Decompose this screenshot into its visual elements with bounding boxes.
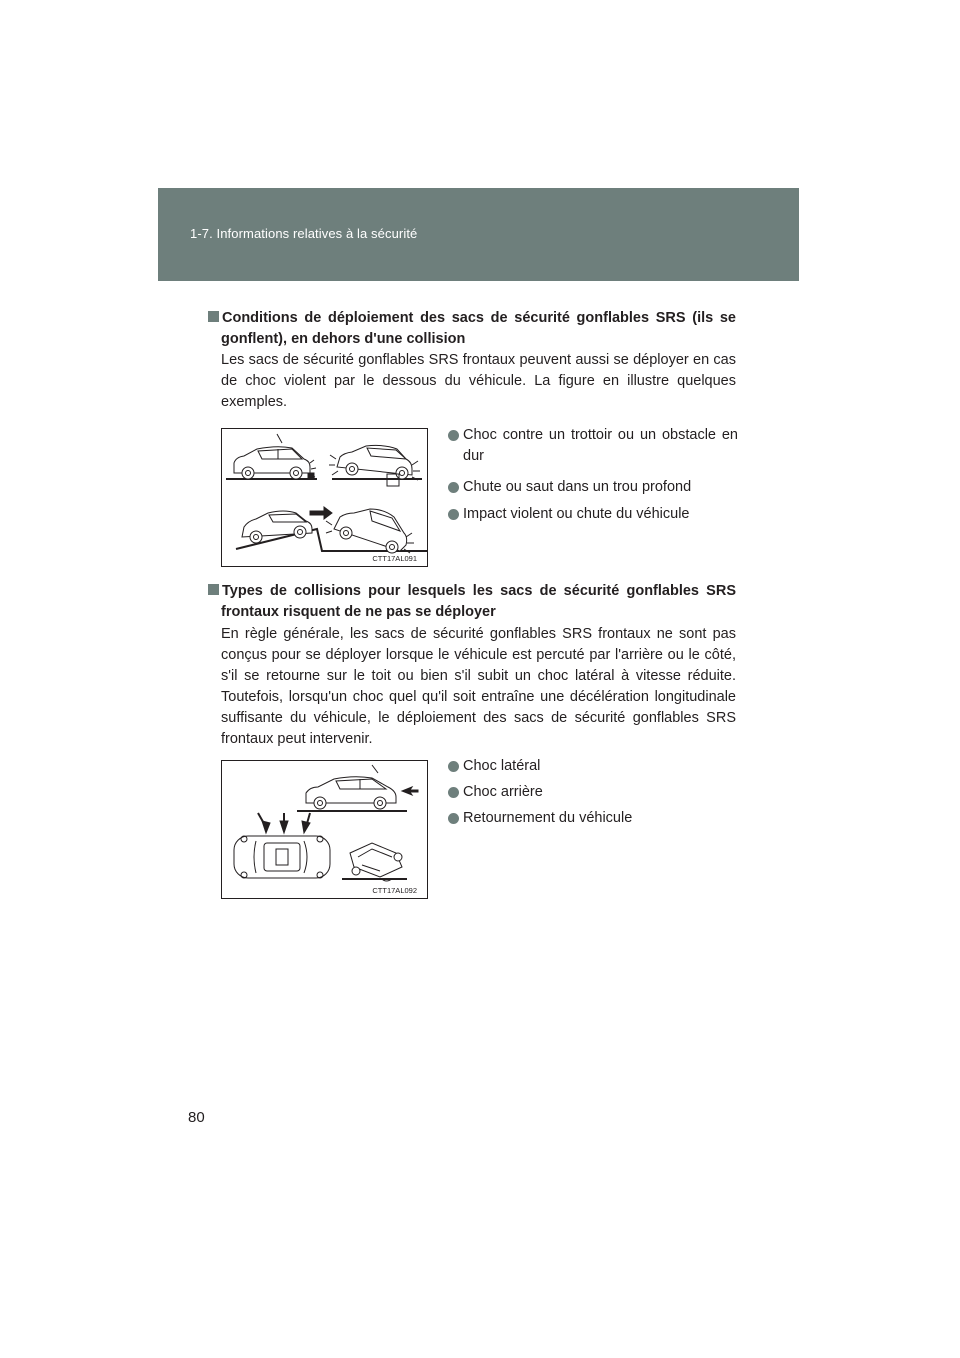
car-curb-icon bbox=[226, 434, 317, 479]
section-heading-deployment-conditions bbox=[208, 308, 736, 350]
car-lateral-impact-icon bbox=[234, 813, 330, 878]
section-title: 1-7. Informations relatives à la sécurité bbox=[190, 226, 418, 241]
car-rear-impact-icon bbox=[297, 765, 418, 811]
bullet-dot-icon bbox=[448, 813, 459, 824]
bullet-item: Choc latéral bbox=[448, 756, 738, 777]
bullet-dot-icon bbox=[448, 482, 459, 493]
car-impact-ground-icon bbox=[326, 509, 414, 553]
figure-undercarriage-impacts bbox=[221, 428, 428, 567]
page-number: 80 bbox=[188, 1109, 205, 1126]
bullet-list-non-deployment bbox=[448, 756, 738, 829]
square-bullet-icon bbox=[208, 584, 219, 595]
square-bullet-icon bbox=[208, 311, 219, 322]
bullet-item: Retournement du véhicule bbox=[448, 808, 738, 829]
paragraph-deployment-conditions: Les sacs de sécurité gonflables SRS frontaux peuvent aussi se déployer en cas de choc violent par le dessous du véhicule. La figure en illustre quelques exemples. bbox=[221, 352, 736, 410]
section-heading-non-deployment bbox=[208, 581, 736, 623]
non-deployment-collision-illustration bbox=[222, 761, 427, 898]
bullet-item: Chute ou saut dans un trou profond bbox=[448, 477, 738, 498]
bullet-dot-icon bbox=[448, 509, 459, 520]
bullet-item: Choc arrière bbox=[448, 782, 738, 803]
arrow-icon bbox=[310, 507, 332, 519]
bullet-list-deployment bbox=[448, 425, 738, 525]
bullet-item: Impact violent ou chute du véhicule bbox=[448, 504, 738, 525]
bullet-dot-icon bbox=[448, 761, 459, 772]
bullet-item: Choc contre un trottoir ou un obstacle en dur bbox=[448, 425, 738, 467]
header-band bbox=[158, 188, 799, 281]
car-curb-impact-icon bbox=[329, 445, 422, 486]
undercarriage-impact-illustration bbox=[222, 429, 427, 566]
car-rollover-icon bbox=[342, 843, 407, 881]
bullet-dot-icon bbox=[448, 787, 459, 798]
bullet-dot-icon bbox=[448, 430, 459, 441]
figure-code: CTT17AL092 bbox=[372, 886, 417, 895]
figure-code: CTT17AL091 bbox=[372, 554, 417, 563]
figure-non-deployment-collisions bbox=[221, 760, 428, 899]
heading-text: Types de collisions pour lesquels les sacs de sécurité gonflables SRS frontaux risquent de ne pas se déployer bbox=[221, 583, 736, 620]
heading-text: Conditions de déploiement des sacs de sécurité gonflables SRS (ils se gonflent), en dehors d'une collision bbox=[221, 310, 736, 347]
paragraph-non-deployment: En règle générale, les sacs de sécurité gonflables SRS frontaux ne sont pas conçus pour se déployer lorsque le véhicule est percuté par l'arrière ou le côté, s'il se retourne sur le toit ou bien s'il subit un choc latéral à vitesse réduite. Toutefois, lorsqu'un choc quel qu'il soit entraîne une décélération longitudinale suffisante du véhicule, le déploiement des sacs de sécurité gonflables SRS frontaux peut intervenir. bbox=[221, 626, 736, 747]
